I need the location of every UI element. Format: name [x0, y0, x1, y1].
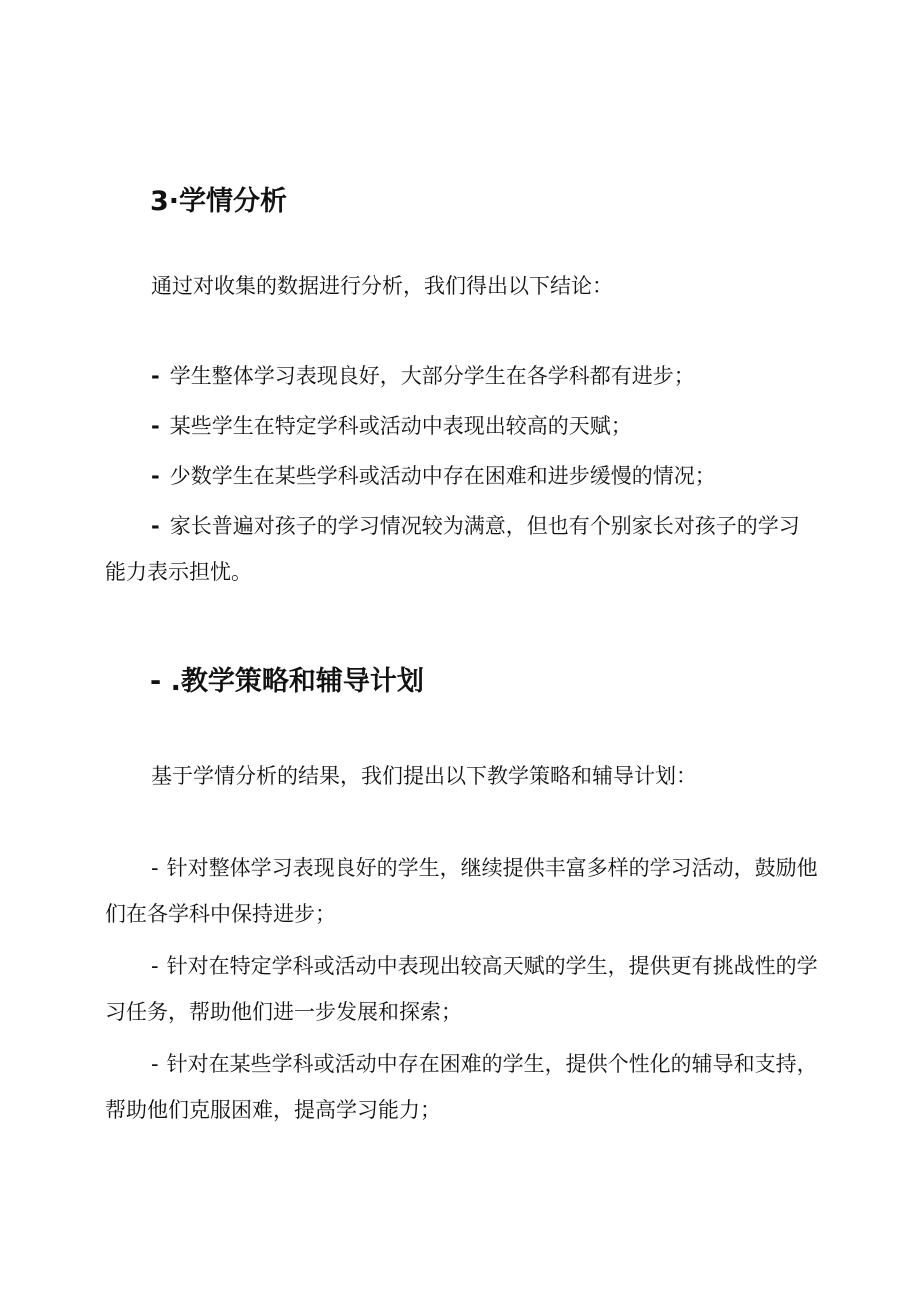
list-item-text: 针对整体学习表现良好的学生，继续提供丰富多样的学习活动，鼓励他们在各学科中保持进步；	[105, 856, 818, 926]
bullet-marker: -	[151, 414, 160, 438]
bullet-marker: -	[151, 364, 160, 388]
section-3-item-4	[105, 503, 820, 595]
list-item-text: 针对在特定学科或活动中表现出较高天赋的学生，提供更有挑战性的学习任务，帮助他们进一步发展和探索；	[105, 954, 818, 1024]
section-4-item-3	[105, 1041, 820, 1133]
bullet-marker: -	[151, 514, 160, 538]
section-4-intro: 基于学情分析的结果，我们提出以下教学策略和辅导计划：	[151, 764, 697, 788]
section-4-heading: - .教学策略和辅导计划	[150, 666, 424, 697]
bullet-marker: -	[151, 954, 159, 978]
bullet-marker: -	[151, 1052, 159, 1076]
list-item-text: 家长普遍对孩子的学习情况较为满意，但也有个别家长对孩子的学习能力表示担忧。	[105, 514, 800, 584]
section-3-intro: 通过对收集的数据进行分析，我们得出以下结论：	[151, 274, 613, 298]
list-item-text: 少数学生在某些学科或活动中存在困难和进步缓慢的情况；	[169, 464, 716, 488]
bullet-marker: -	[151, 464, 160, 488]
list-item-text: 学生整体学习表现良好，大部分学生在各学科都有进步；	[169, 364, 695, 388]
section-3-item-3	[105, 453, 820, 499]
section-4-item-1	[105, 845, 820, 937]
section-3-heading: 3·学情分析	[150, 186, 288, 217]
section-4-item-2	[105, 943, 820, 1035]
list-item-text: 某些学生在特定学科或活动中表现出较高的天赋；	[169, 414, 632, 438]
section-3-item-2	[105, 403, 820, 449]
list-item-text: 针对在某些学科或活动中存在困难的学生，提供个性化的辅导和支持，帮助他们克服困难，提高学习能力；	[105, 1052, 818, 1122]
bullet-marker: -	[151, 856, 159, 880]
section-3-item-1	[105, 353, 820, 399]
